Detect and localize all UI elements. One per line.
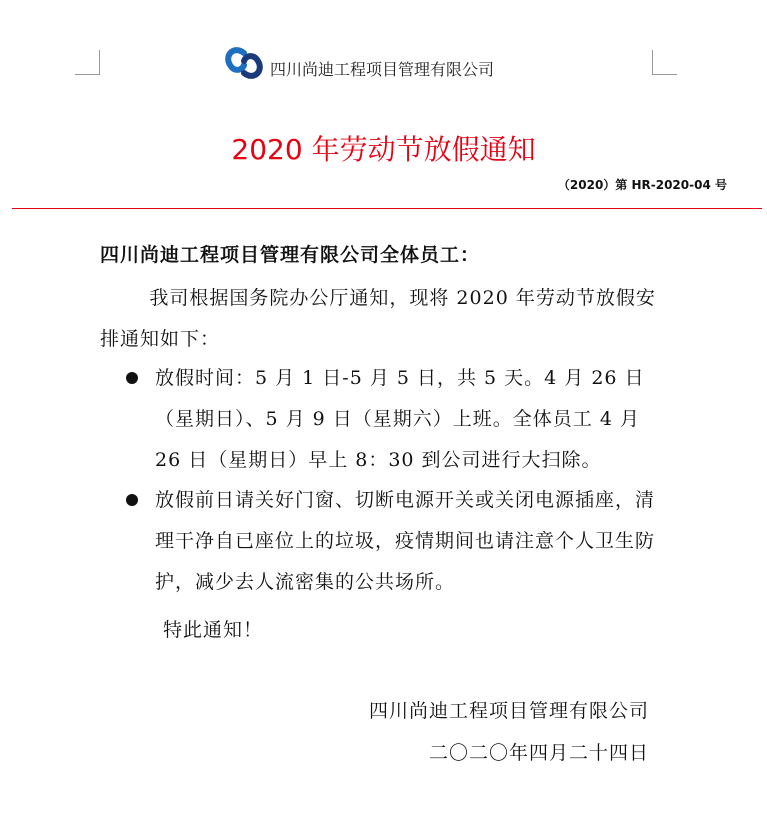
- document-number: （2020）第 HR-2020-04 号: [557, 178, 727, 192]
- closing-line: 特此通知！: [163, 619, 264, 641]
- bullet-list: [100, 358, 660, 481]
- list-item-text: 放假时间：5 月 1 日-5 月 5 日，共 5 天。4 月 26 日（星期日）、5 月 9 日（星期六）上班。全体员工 4 月 26 日（星期日）早上 8：30 到公司进行大扫除。: [155, 367, 645, 471]
- salutation: 四川尚迪工程项目管理有限公司全体员工：: [100, 244, 481, 266]
- letterhead-company-name: 四川尚迪工程项目管理有限公司: [270, 59, 495, 79]
- list-item-text: 放假前日请关好门窗、切断电源开关或关闭电源插座，清理干净自已座位上的垃圾，疫情期间也请注意个人卫生防护，减少去人流密集的公共场所。: [155, 489, 656, 593]
- bullet-icon: [126, 494, 138, 506]
- notice-title: 2020 年劳动节放假通知: [231, 133, 536, 166]
- page-corner-mark-right: [652, 50, 677, 75]
- bullet-icon: [126, 372, 138, 384]
- letterhead: [222, 46, 494, 80]
- signature-date: 二〇二〇年四月二十四日: [428, 742, 649, 764]
- list-item: [100, 358, 660, 481]
- list-item: [100, 480, 660, 603]
- company-logo-icon: [222, 47, 266, 79]
- red-divider: [12, 208, 762, 209]
- page-corner-mark-left: [75, 50, 100, 75]
- intro-paragraph: 我司根据国务院办公厅通知，现将 2020 年劳动节放假安排通知如下：: [100, 287, 656, 350]
- signature-company: 四川尚迪工程项目管理有限公司: [368, 700, 649, 722]
- bullet-list: [100, 480, 660, 603]
